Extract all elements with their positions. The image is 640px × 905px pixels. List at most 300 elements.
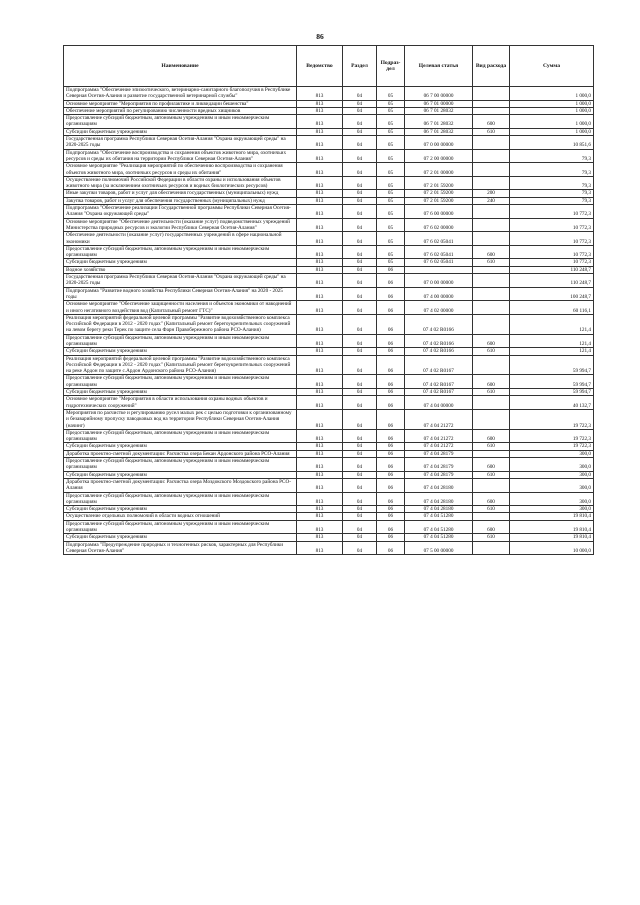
cell-vedomstvo: 813 xyxy=(297,115,343,129)
cell-podrazdel: 06 xyxy=(377,301,405,315)
cell-summa: 1 000,0 xyxy=(510,100,594,107)
cell-podrazdel: 06 xyxy=(377,506,405,513)
cell-summa: 1 000,0 xyxy=(510,128,594,135)
cell-name: Реализация мероприятий федеральной целевой программы "Развитие водохозяйственного комплекса Российской Федерации в 2012 - 2020 годах" (Капитальный ремонт берегоукрепительных сооружений на реке Ардон по защите с.Ардон Ардонского района РСО-Алания) xyxy=(64,355,297,375)
header-vr: Вид расхода xyxy=(473,46,510,87)
cell-summa: 300,0 xyxy=(510,492,594,506)
cell-summa: 300,0 xyxy=(510,458,594,472)
cell-razdel: 04 xyxy=(343,197,377,204)
cell-name: Предоставление субсидий бюджетным, автономным учреждениям и иным некоммерческим организациям xyxy=(64,115,297,129)
cell-name: Мероприятия по расчистке и регулированию русел малых рек с целью подготовки к организованному и безаварийному пропуску паводковых вод на территории Республики Северная Осетия-Алания (начинг) xyxy=(64,409,297,429)
cell-summa: 19 810,4 xyxy=(510,520,594,534)
cell-csr: 07 6 00 00000 xyxy=(405,205,473,219)
cell-csr: 07 2 01 59200 xyxy=(405,197,473,204)
table-row xyxy=(64,107,594,114)
cell-podrazdel: 06 xyxy=(377,429,405,443)
cell-vr: 600 xyxy=(473,520,510,534)
cell-vr: 610 xyxy=(473,259,510,266)
cell-name: Основное мероприятие "Обеспечение деятельности (оказание услуг) подведомственных учреждений Министерства природных ресурсов и экологии Республики Северная Осетия-Алания" xyxy=(64,218,297,232)
cell-vedomstvo: 813 xyxy=(297,176,343,190)
cell-name: Субсидии бюджетным учреждениям xyxy=(64,128,297,135)
cell-vedomstvo: 813 xyxy=(297,429,343,443)
cell-razdel: 04 xyxy=(343,541,377,555)
table-row xyxy=(64,355,594,375)
cell-summa: 59 994,7 xyxy=(510,389,594,396)
cell-vr: 600 xyxy=(473,429,510,443)
cell-vedomstvo: 813 xyxy=(297,314,343,334)
cell-razdel: 04 xyxy=(343,443,377,450)
cell-vr xyxy=(473,541,510,555)
cell-razdel: 04 xyxy=(343,513,377,520)
cell-vedomstvo: 813 xyxy=(297,266,343,273)
cell-vr: 600 xyxy=(473,245,510,259)
cell-podrazdel: 05 xyxy=(377,115,405,129)
cell-podrazdel: 06 xyxy=(377,409,405,429)
cell-vedomstvo: 813 xyxy=(297,334,343,348)
cell-vedomstvo: 813 xyxy=(297,128,343,135)
table-row xyxy=(64,334,594,348)
cell-vedomstvo: 813 xyxy=(297,232,343,246)
cell-csr: 07 4 04 28179 xyxy=(405,450,473,457)
cell-razdel: 04 xyxy=(343,355,377,375)
table-row xyxy=(64,389,594,396)
cell-summa: 1 000,0 xyxy=(510,87,594,101)
table-row xyxy=(64,274,594,288)
cell-summa: 10 772,3 xyxy=(510,259,594,266)
cell-podrazdel: 06 xyxy=(377,458,405,472)
cell-razdel: 04 xyxy=(343,100,377,107)
cell-vr: 600 xyxy=(473,458,510,472)
cell-csr: 07 2 00 00000 xyxy=(405,149,473,163)
table-row xyxy=(64,197,594,204)
cell-csr: 07 0 00 00000 xyxy=(405,274,473,288)
cell-vedomstvo: 813 xyxy=(297,541,343,555)
cell-podrazdel: 06 xyxy=(377,355,405,375)
cell-vr xyxy=(473,163,510,177)
cell-vr xyxy=(473,450,510,457)
cell-csr: 07 4 04 00000 xyxy=(405,396,473,410)
cell-vedomstvo: 813 xyxy=(297,149,343,163)
table-row xyxy=(64,190,594,197)
cell-name: Субсидии бюджетным учреждениям xyxy=(64,259,297,266)
table-row xyxy=(64,471,594,478)
cell-csr: 07 4 04 21272 xyxy=(405,409,473,429)
cell-razdel: 04 xyxy=(343,429,377,443)
cell-vedomstvo: 813 xyxy=(297,274,343,288)
cell-podrazdel: 05 xyxy=(377,190,405,197)
cell-vedomstvo: 813 xyxy=(297,478,343,492)
cell-vedomstvo: 813 xyxy=(297,492,343,506)
cell-vr xyxy=(473,287,510,301)
cell-razdel: 04 xyxy=(343,115,377,129)
cell-vedomstvo: 813 xyxy=(297,506,343,513)
cell-vr xyxy=(473,513,510,520)
cell-csr: 07 4 02 R0166 xyxy=(405,314,473,334)
header-vedomstvo: Ведомство xyxy=(297,46,343,87)
cell-vr xyxy=(473,232,510,246)
cell-vr: 600 xyxy=(473,375,510,389)
cell-razdel: 04 xyxy=(343,409,377,429)
cell-name: Закупка товаров, работ и услуг для обеспечения государственных (муниципальных) нужд xyxy=(64,197,297,204)
cell-name: Предоставление субсидий бюджетным, автономным учреждениям и иным некоммерческим организациям xyxy=(64,458,297,472)
table-row xyxy=(64,218,594,232)
cell-csr: 07 4 04 28180 xyxy=(405,506,473,513)
cell-podrazdel: 05 xyxy=(377,128,405,135)
cell-vedomstvo: 813 xyxy=(297,458,343,472)
cell-podrazdel: 05 xyxy=(377,100,405,107)
cell-name: Водное хозяйство xyxy=(64,266,297,273)
cell-csr: 07 4 04 21272 xyxy=(405,443,473,450)
cell-vr: 600 xyxy=(473,115,510,129)
table-row xyxy=(64,259,594,266)
cell-name: Подпрограмма "Предупреждение природных и техногенных рисков, характерных для Республики Северная Осетия-Алания" xyxy=(64,541,297,555)
cell-vr: 600 xyxy=(473,334,510,348)
cell-vr xyxy=(473,100,510,107)
budget-table xyxy=(63,45,594,555)
table-row xyxy=(64,149,594,163)
cell-name: Предоставление субсидий бюджетным, автономным учреждениям и иным некоммерческим организациям xyxy=(64,429,297,443)
cell-summa: 300,0 xyxy=(510,506,594,513)
table-row xyxy=(64,520,594,534)
cell-name: Субсидии бюджетным учреждениям xyxy=(64,471,297,478)
header-podrazdel: Подраз-дел xyxy=(377,46,405,87)
table-row xyxy=(64,266,594,273)
cell-razdel: 04 xyxy=(343,450,377,457)
cell-razdel: 04 xyxy=(343,520,377,534)
cell-razdel: 04 xyxy=(343,176,377,190)
cell-name: Осуществление отдельных полномочий в области водных отношений xyxy=(64,513,297,520)
cell-podrazdel: 06 xyxy=(377,389,405,396)
cell-razdel: 04 xyxy=(343,245,377,259)
cell-summa: 10 772,3 xyxy=(510,218,594,232)
cell-name: Основное мероприятие "Мероприятия в области использования охраны водных объектов и гидротехнических сооружений" xyxy=(64,396,297,410)
cell-vedomstvo: 813 xyxy=(297,287,343,301)
cell-razdel: 04 xyxy=(343,259,377,266)
table-row xyxy=(64,115,594,129)
cell-name: Предоставление субсидий бюджетным, автономным учреждениям и иным некоммерческим организациям xyxy=(64,334,297,348)
cell-summa: 1 000,0 xyxy=(510,107,594,114)
cell-vedomstvo: 813 xyxy=(297,450,343,457)
cell-podrazdel: 06 xyxy=(377,492,405,506)
cell-podrazdel: 06 xyxy=(377,287,405,301)
cell-summa: 19 810,4 xyxy=(510,534,594,541)
table-row xyxy=(64,232,594,246)
cell-csr: 06 7 01 00000 xyxy=(405,100,473,107)
cell-csr: 07 4 04 28179 xyxy=(405,471,473,478)
cell-razdel: 04 xyxy=(343,218,377,232)
table-row xyxy=(64,513,594,520)
cell-razdel: 04 xyxy=(343,506,377,513)
cell-razdel: 04 xyxy=(343,314,377,334)
cell-vr xyxy=(473,478,510,492)
cell-razdel: 04 xyxy=(343,396,377,410)
cell-summa: 110 248,7 xyxy=(510,274,594,288)
table-row xyxy=(64,301,594,315)
cell-vedomstvo: 813 xyxy=(297,471,343,478)
cell-vedomstvo: 813 xyxy=(297,100,343,107)
cell-razdel: 04 xyxy=(343,136,377,150)
table-row xyxy=(64,396,594,410)
cell-vr: 610 xyxy=(473,443,510,450)
cell-summa: 300,0 xyxy=(510,450,594,457)
header-name: Наименование xyxy=(64,46,297,87)
table-row xyxy=(64,205,594,219)
cell-vr: 200 xyxy=(473,190,510,197)
cell-podrazdel: 05 xyxy=(377,197,405,204)
cell-podrazdel: 06 xyxy=(377,471,405,478)
cell-razdel: 04 xyxy=(343,266,377,273)
table-row xyxy=(64,506,594,513)
cell-name: Субсидии бюджетным учреждениям xyxy=(64,348,297,355)
cell-podrazdel: 05 xyxy=(377,218,405,232)
cell-vedomstvo: 813 xyxy=(297,190,343,197)
cell-podrazdel: 06 xyxy=(377,520,405,534)
table-row xyxy=(64,478,594,492)
cell-name: Субсидии бюджетным учреждениям xyxy=(64,443,297,450)
cell-name: Реализация мероприятий федеральной целевой программы "Развитие водохозяйственного комплекса Российской Федерации в 2012 - 2020 годах" (Капитальный ремонт берегоукрепительных сооружений на левом берегу реки Терек по защите села Фарн Правобережного района РСО-Алания) xyxy=(64,314,297,334)
cell-vr xyxy=(473,301,510,315)
cell-podrazdel: 05 xyxy=(377,87,405,101)
table-row xyxy=(64,128,594,135)
cell-vr: 610 xyxy=(473,506,510,513)
cell-vedomstvo: 813 xyxy=(297,205,343,219)
cell-razdel: 04 xyxy=(343,301,377,315)
cell-vr xyxy=(473,266,510,273)
cell-razdel: 04 xyxy=(343,190,377,197)
table-header-row xyxy=(64,46,594,87)
cell-summa: 10 772,3 xyxy=(510,245,594,259)
cell-summa: 121,4 xyxy=(510,334,594,348)
cell-vedomstvo: 813 xyxy=(297,301,343,315)
cell-summa: 10 851,6 xyxy=(510,136,594,150)
cell-csr: 07 4 00 00000 xyxy=(405,287,473,301)
header-summa: Сумма xyxy=(510,46,594,87)
cell-podrazdel: 06 xyxy=(377,274,405,288)
cell-name: Иные закупки товаров, работ и услуг для обеспечения государственных (муниципальных) нужд xyxy=(64,190,297,197)
cell-summa: 300,0 xyxy=(510,478,594,492)
table-row xyxy=(64,287,594,301)
cell-vr xyxy=(473,136,510,150)
cell-csr: 07 0 00 00000 xyxy=(405,136,473,150)
table-row xyxy=(64,541,594,555)
cell-summa: 110 248,7 xyxy=(510,266,594,273)
table-row xyxy=(64,136,594,150)
cell-csr: 07 6 02 05041 xyxy=(405,245,473,259)
cell-vedomstvo: 813 xyxy=(297,107,343,114)
cell-name: Обеспечение мероприятий по регулированию численности вредных хищников xyxy=(64,107,297,114)
cell-summa: 10 000,0 xyxy=(510,541,594,555)
cell-summa: 59 994,7 xyxy=(510,375,594,389)
cell-vedomstvo: 813 xyxy=(297,348,343,355)
cell-podrazdel: 06 xyxy=(377,334,405,348)
cell-razdel: 04 xyxy=(343,334,377,348)
cell-name: Государственная программа Республики Северная Осетия-Алания "Охрана окружающей среды" на 2020-2025 годы xyxy=(64,136,297,150)
cell-name: Подпрограмма "Обеспечение воспроизводства и сохранения объектов животного мира, охотничьих ресурсов и среды их обитания на территории Республики Северная Осетия-Алания" xyxy=(64,149,297,163)
cell-podrazdel: 06 xyxy=(377,541,405,555)
cell-csr: 07 5 00 00000 xyxy=(405,541,473,555)
cell-csr: 07 4 04 28180 xyxy=(405,492,473,506)
cell-summa: 10 772,3 xyxy=(510,232,594,246)
table-row xyxy=(64,87,594,101)
cell-vr xyxy=(473,396,510,410)
cell-name: Предоставление субсидий бюджетным, автономным учреждениям и иным некоммерческим организациям xyxy=(64,245,297,259)
cell-razdel: 04 xyxy=(343,375,377,389)
cell-summa: 79,3 xyxy=(510,190,594,197)
header-csr: Целевая статья xyxy=(405,46,473,87)
cell-csr: 06 7 00 00000 xyxy=(405,87,473,101)
cell-razdel: 04 xyxy=(343,163,377,177)
cell-summa: 79,3 xyxy=(510,197,594,204)
table-row xyxy=(64,534,594,541)
cell-podrazdel: 06 xyxy=(377,443,405,450)
cell-summa: 121,4 xyxy=(510,314,594,334)
cell-vedomstvo: 813 xyxy=(297,443,343,450)
cell-name: Осуществление полномочий Российской Федерации в области охраны и использования объектов животного мира (за исключением охотничьих ресурсов и водных биологических ресурсов) xyxy=(64,176,297,190)
cell-podrazdel: 05 xyxy=(377,149,405,163)
cell-name: Доработка проектно-сметной документации: Расчистка озера Бекан Ардонского района РСО-Алания xyxy=(64,450,297,457)
cell-podrazdel: 06 xyxy=(377,513,405,520)
table-row xyxy=(64,176,594,190)
cell-vr: 610 xyxy=(473,534,510,541)
cell-razdel: 04 xyxy=(343,87,377,101)
cell-name: Основное мероприятие "Мероприятия по профилактике и ликвидации бешенства" xyxy=(64,100,297,107)
cell-vr: 240 xyxy=(473,197,510,204)
cell-csr: 06 7 01 28032 xyxy=(405,128,473,135)
table-row xyxy=(64,450,594,457)
cell-podrazdel: 06 xyxy=(377,534,405,541)
cell-csr: 07 4 04 51280 xyxy=(405,534,473,541)
cell-vedomstvo: 813 xyxy=(297,136,343,150)
cell-vedomstvo: 813 xyxy=(297,520,343,534)
cell-podrazdel: 05 xyxy=(377,259,405,266)
cell-razdel: 04 xyxy=(343,287,377,301)
cell-csr xyxy=(405,266,473,273)
table-row xyxy=(64,348,594,355)
cell-name: Основное мероприятие "Реализация мероприятий по обеспечению воспроизводства и сохранения объектов животного мира, охотничьих ресурсов и среды их обитания" xyxy=(64,163,297,177)
cell-summa: 10 772,3 xyxy=(510,205,594,219)
cell-razdel: 04 xyxy=(343,149,377,163)
cell-podrazdel: 05 xyxy=(377,107,405,114)
cell-vedomstvo: 813 xyxy=(297,375,343,389)
cell-vr xyxy=(473,409,510,429)
cell-csr: 07 4 04 21272 xyxy=(405,429,473,443)
table-row xyxy=(64,409,594,429)
table-row xyxy=(64,443,594,450)
cell-csr: 07 4 04 28180 xyxy=(405,478,473,492)
cell-podrazdel: 05 xyxy=(377,176,405,190)
cell-csr: 07 4 02 00000 xyxy=(405,301,473,315)
cell-csr: 07 4 04 51280 xyxy=(405,513,473,520)
table-row xyxy=(64,314,594,334)
cell-vedomstvo: 813 xyxy=(297,355,343,375)
cell-summa: 40 132,7 xyxy=(510,396,594,410)
cell-csr: 07 2 01 59200 xyxy=(405,190,473,197)
cell-vedomstvo: 813 xyxy=(297,163,343,177)
cell-csr: 07 4 02 R0166 xyxy=(405,334,473,348)
cell-name: Подпрограмма "Обеспечение реализации Государственной программы Республики Северная Осетия-Алания "Охрана окружающей среды" xyxy=(64,205,297,219)
cell-vr: 610 xyxy=(473,348,510,355)
cell-csr: 07 4 02 R0167 xyxy=(405,355,473,375)
cell-vedomstvo: 813 xyxy=(297,218,343,232)
table-row xyxy=(64,492,594,506)
cell-podrazdel: 06 xyxy=(377,266,405,273)
cell-razdel: 04 xyxy=(343,274,377,288)
cell-razdel: 04 xyxy=(343,232,377,246)
cell-podrazdel: 06 xyxy=(377,478,405,492)
cell-name: Субсидии бюджетным учреждениям xyxy=(64,506,297,513)
cell-name: Предоставление субсидий бюджетным, автономным учреждениям и иным некоммерческим организациям xyxy=(64,492,297,506)
cell-summa: 79,3 xyxy=(510,176,594,190)
table-row xyxy=(64,163,594,177)
cell-razdel: 04 xyxy=(343,478,377,492)
cell-csr: 07 6 02 05041 xyxy=(405,259,473,266)
cell-vr: 610 xyxy=(473,471,510,478)
cell-csr: 06 7 01 28032 xyxy=(405,107,473,114)
cell-podrazdel: 05 xyxy=(377,245,405,259)
cell-name: Обеспечение деятельности (оказание услуг) государственных учреждений в сфере национальной экономики xyxy=(64,232,297,246)
cell-razdel: 04 xyxy=(343,348,377,355)
table-row xyxy=(64,100,594,107)
cell-razdel: 04 xyxy=(343,534,377,541)
cell-vr xyxy=(473,107,510,114)
cell-vedomstvo: 813 xyxy=(297,389,343,396)
cell-vr xyxy=(473,218,510,232)
cell-csr: 07 4 02 R0166 xyxy=(405,348,473,355)
cell-vr xyxy=(473,176,510,190)
cell-vr: 610 xyxy=(473,128,510,135)
table-row xyxy=(64,458,594,472)
cell-summa: 121,4 xyxy=(510,348,594,355)
cell-csr: 07 6 02 00000 xyxy=(405,218,473,232)
cell-razdel: 04 xyxy=(343,205,377,219)
cell-vr xyxy=(473,314,510,334)
cell-podrazdel: 05 xyxy=(377,232,405,246)
cell-csr: 07 4 04 28179 xyxy=(405,458,473,472)
cell-name: Субсидии бюджетным учреждениям xyxy=(64,389,297,396)
cell-podrazdel: 06 xyxy=(377,450,405,457)
table-row xyxy=(64,429,594,443)
cell-summa: 60 116,1 xyxy=(510,301,594,315)
cell-name: Подпрограмма "Обеспечение эпизоотического, ветеринарно-санитарного благополучия в Республике Северная Осетия-Алания и развитие государственной ветеринарной службы" xyxy=(64,87,297,101)
cell-razdel: 04 xyxy=(343,128,377,135)
cell-summa: 19 722,3 xyxy=(510,443,594,450)
cell-vedomstvo: 813 xyxy=(297,87,343,101)
cell-podrazdel: 06 xyxy=(377,396,405,410)
cell-name: Субсидии бюджетным учреждениям xyxy=(64,534,297,541)
cell-summa: 300,0 xyxy=(510,471,594,478)
cell-vedomstvo: 813 xyxy=(297,259,343,266)
cell-csr: 07 2 01 00000 xyxy=(405,163,473,177)
cell-razdel: 04 xyxy=(343,107,377,114)
cell-vedomstvo: 813 xyxy=(297,396,343,410)
cell-vedomstvo: 813 xyxy=(297,409,343,429)
cell-podrazdel: 05 xyxy=(377,163,405,177)
cell-podrazdel: 06 xyxy=(377,314,405,334)
cell-csr: 07 4 02 R0167 xyxy=(405,389,473,396)
cell-summa: 19 722,3 xyxy=(510,429,594,443)
cell-csr: 07 2 01 59200 xyxy=(405,176,473,190)
cell-summa: 79,3 xyxy=(510,163,594,177)
cell-vr xyxy=(473,87,510,101)
cell-podrazdel: 06 xyxy=(377,375,405,389)
cell-csr: 07 6 02 05041 xyxy=(405,232,473,246)
page-number: 86 xyxy=(316,32,324,41)
cell-vr: 610 xyxy=(473,389,510,396)
table-row xyxy=(64,245,594,259)
cell-razdel: 04 xyxy=(343,492,377,506)
cell-summa: 1 000,0 xyxy=(510,115,594,129)
cell-name: Основное мероприятие "Обеспечение защищенности населения и объектов экономики от наводнений и иного негативного воздействия вод (Капитальный ремонт ГТС)" xyxy=(64,301,297,315)
